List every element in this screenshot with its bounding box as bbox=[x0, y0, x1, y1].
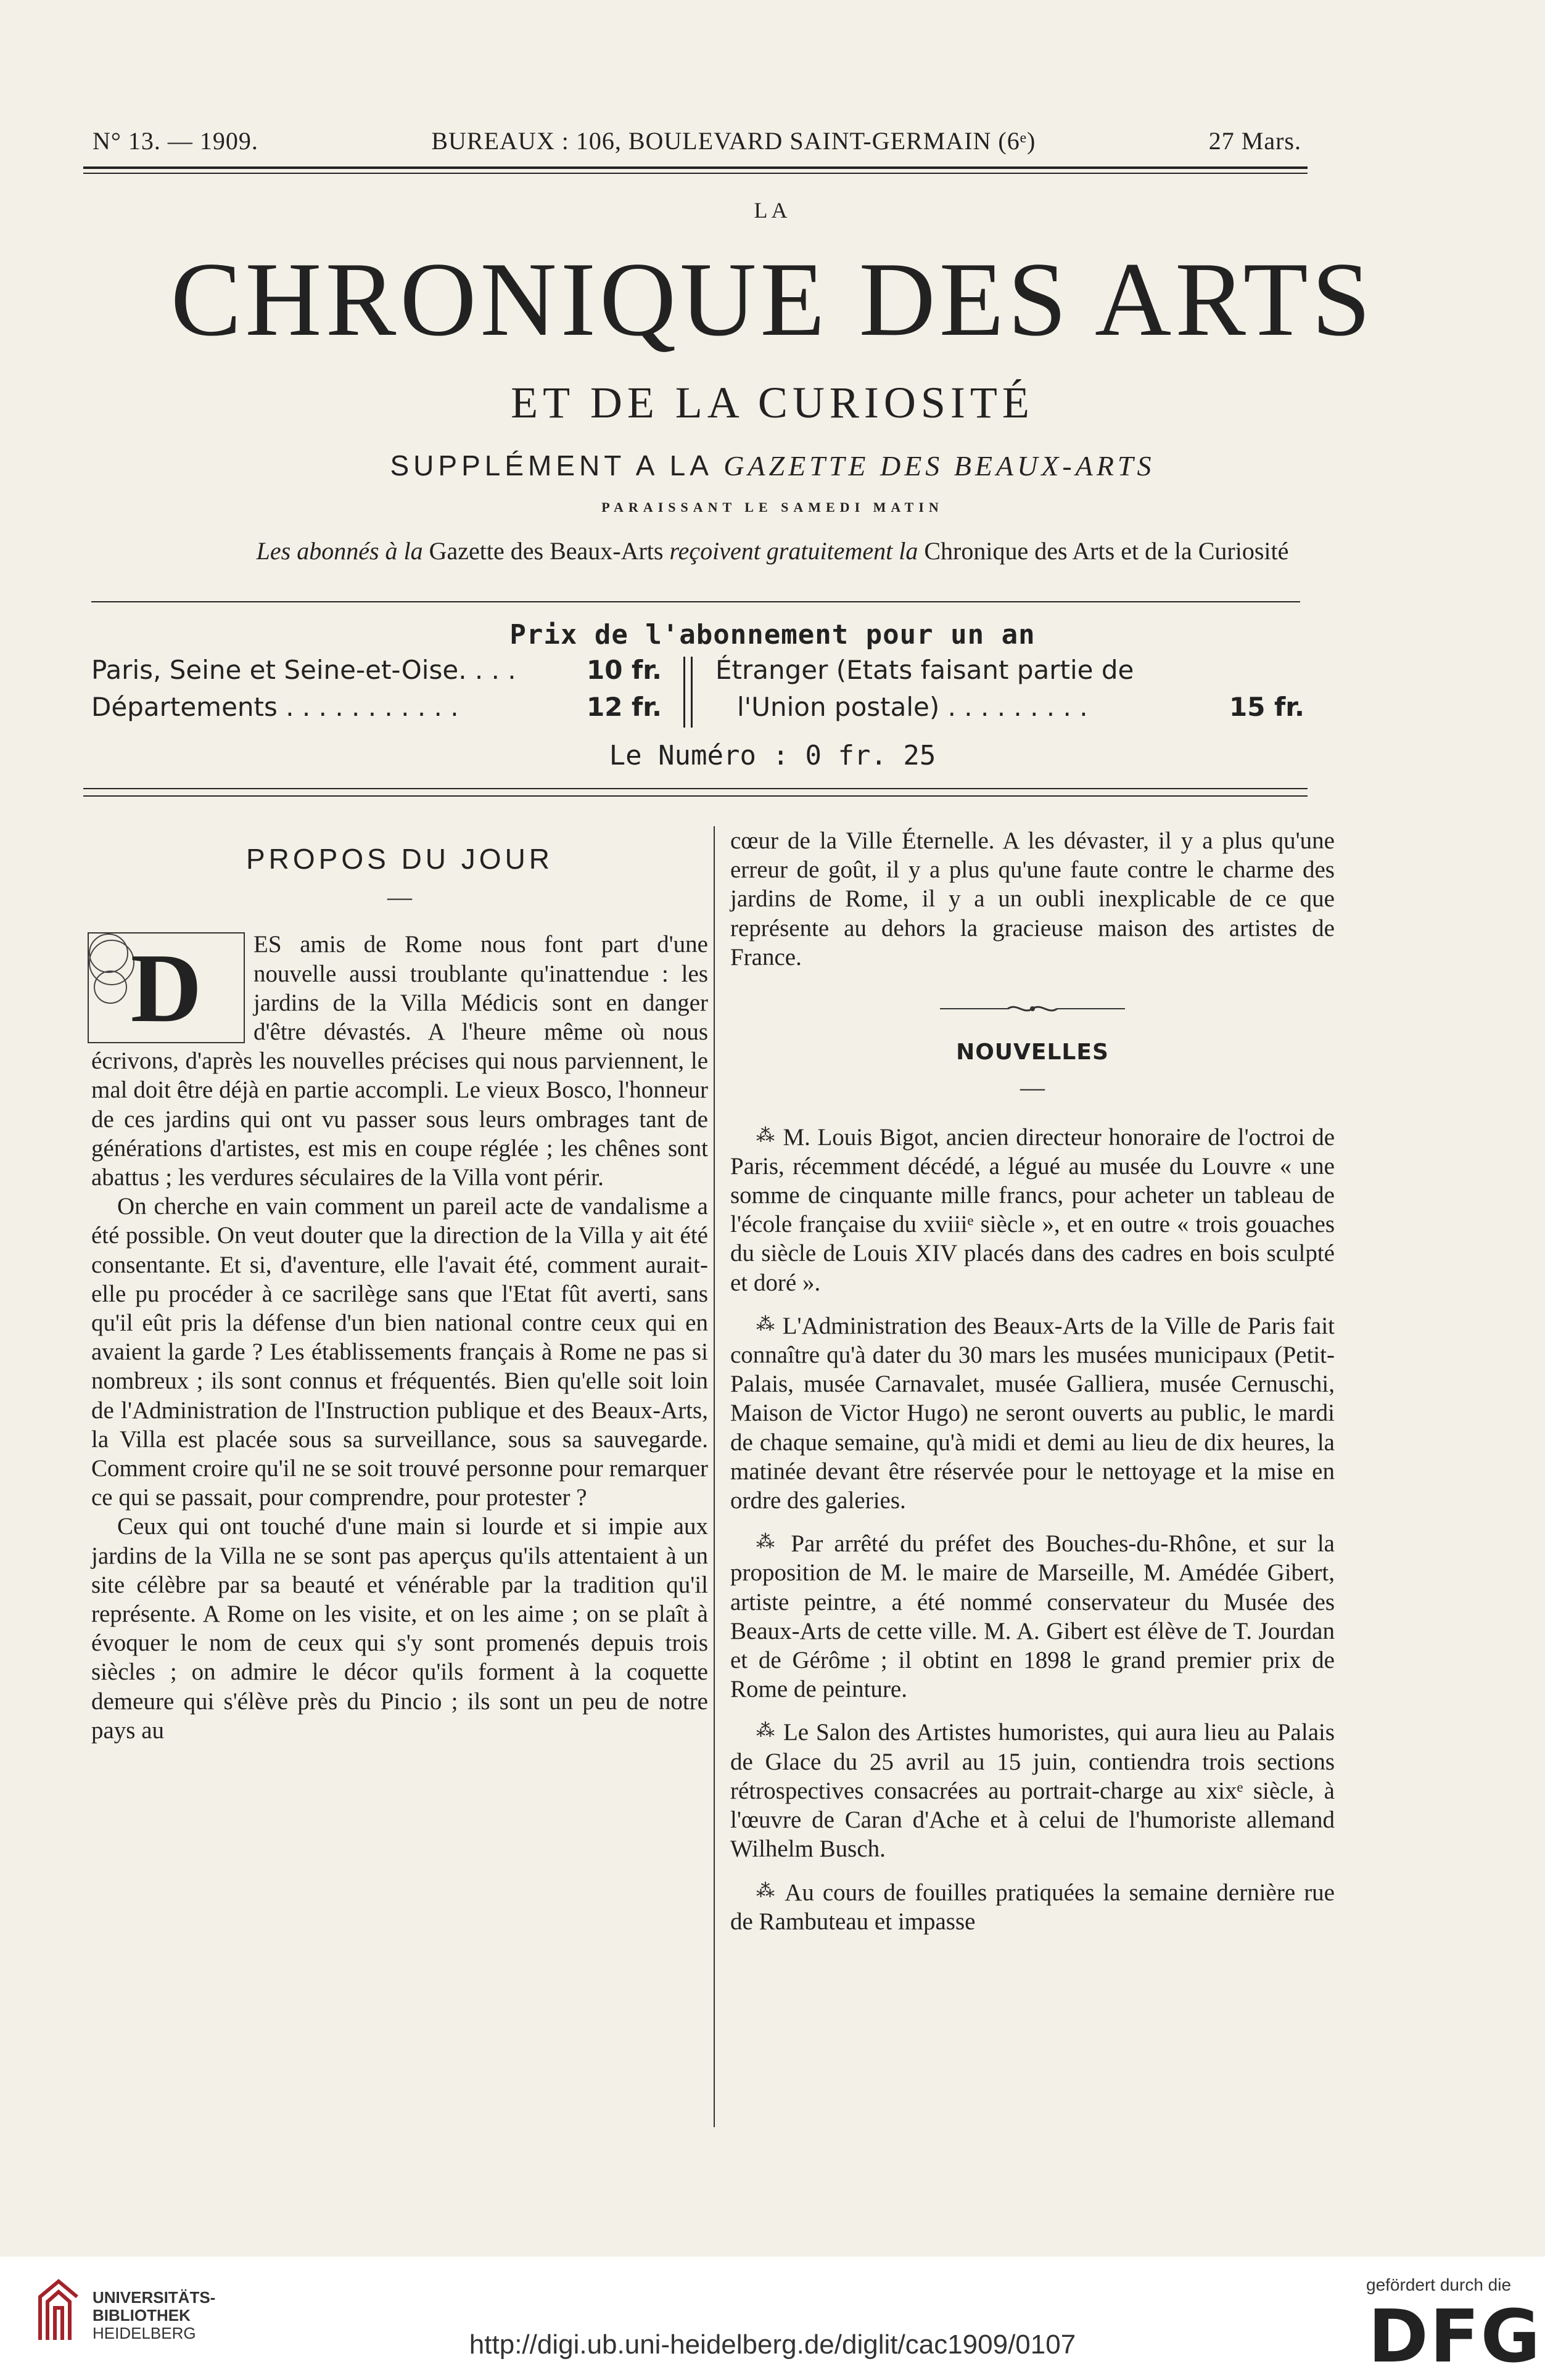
subscriber-note-2: Gazette des Beaux-Arts bbox=[429, 537, 664, 565]
news-item bbox=[730, 1876, 1335, 1936]
etranger-row-2 bbox=[737, 692, 1304, 722]
propos-paragraph-4: cœur de la Ville Éternelle. A les dévaster, il y a plus qu'une erreur de goût, il y a plus qu'une faute contre le charme des jardins de Rome, il y a un oubli inexplicable de ce que représente au dehors la gracieuse maison des artistes de France. bbox=[730, 827, 1335, 970]
supplement-gazette: GAZETTE DES BEAUX-ARTS bbox=[723, 450, 1155, 482]
masthead-title: CHRONIQUE DES ARTS bbox=[170, 241, 1375, 358]
subscriber-note-1: Les abonnés à la bbox=[256, 537, 423, 565]
right-column bbox=[730, 826, 1335, 1936]
asterism-icon: ⁂ bbox=[756, 1125, 776, 1146]
library-name-line: UNIVERSITÄTS- bbox=[93, 2288, 216, 2307]
paragraph-lead: ES bbox=[253, 931, 282, 958]
departements-price: 12 fr. bbox=[586, 692, 662, 722]
dropcap-letter: D bbox=[130, 933, 202, 1043]
issue-header bbox=[93, 126, 1301, 155]
news-text: M. Louis Bigot, ancien directeur honoraire de l'octroi de Paris, récemment décédé, a légué au musée du Louvre « une somme de cinquante mille francs, pour acheter un tableau de l'école française du xviiiᵉ siècle », et en outre « trois gouaches du siècle de Louis XIV placés dans des cadres en bois sculpté et doré ». bbox=[730, 1123, 1335, 1296]
supplement-prefix: SUPPLÉMENT A LA bbox=[390, 449, 712, 482]
propos-heading: PROPOS DU JOUR bbox=[245, 843, 554, 875]
departements-row bbox=[91, 692, 662, 722]
body-rule-2 bbox=[83, 795, 1308, 797]
masthead-subtitle: ET DE LA CURIOSITÉ bbox=[511, 378, 1034, 427]
news-item bbox=[730, 1527, 1335, 1704]
library-name-line: BIBLIOTHEK bbox=[93, 2306, 191, 2325]
nouvelles-heading: NOUVELLES bbox=[956, 1040, 1109, 1065]
paris-label: Paris, Seine et Seine-et-Oise. . . . bbox=[91, 655, 516, 685]
news-item bbox=[730, 1310, 1335, 1515]
library-name-line: HEIDELBERG bbox=[93, 2324, 196, 2342]
bureaux-address: BUREAUX : 106, BOULEVARD SAINT-GERMAIN (6ᵉ) bbox=[431, 127, 1036, 155]
nouvelles-dash: — bbox=[1020, 1073, 1045, 1102]
paragraph-text: amis de Rome nous font part d'une nouvelle aussi troublante qu'inattendue : les jardins de la Villa Médicis sont en danger d'être dévastés. A l'heure même où nous écrivons, d'après les nouvelles précises qui nous parviennent, le mal doit être déjà en partie accompli. Le vieux Bosco, l'honneur de ces jardins qui ont vu passer sous leurs ombrages tant de générations d'artistes, est mis en coupe réglée ; les chênes sont abattus ; les verdures séculaires de la Villa vont périr. bbox=[91, 931, 708, 1191]
news-item bbox=[730, 1121, 1335, 1297]
subscriber-note bbox=[0, 536, 1545, 565]
paris-row bbox=[91, 655, 662, 685]
header-rule bbox=[83, 166, 1308, 169]
digitization-footer bbox=[0, 2257, 1545, 2380]
paris-price: 10 fr. bbox=[586, 655, 662, 685]
fleuron-icon bbox=[940, 1001, 1125, 1016]
departements-label: Départements . . . . . . . . . . . bbox=[91, 692, 459, 722]
asterism-icon: ⁂ bbox=[756, 1313, 776, 1334]
dropcap-ornament bbox=[88, 932, 245, 1043]
news-text: Par arrêté du préfet des Bouches-du-Rhône, et sur la proposition de M. le maire de Marseille, M. Amédée Gibert, artiste peintre, a été nommé conservateur du Musée des Beaux-Arts de cette ville. M. A. Gibert est élève de T. Jourdan et de Gérôme ; il obtint en 1898 le grand premier prix de Rome de peinture. bbox=[730, 1530, 1335, 1703]
masthead-rule bbox=[91, 601, 1300, 602]
news-text: Au cours de fouilles pratiquées la semaine dernière rue de Rambuteau et impasse bbox=[730, 1879, 1335, 1935]
supplement-line bbox=[0, 449, 1545, 482]
news-item bbox=[730, 1716, 1335, 1863]
funding-label: gefördert durch die bbox=[1366, 2275, 1512, 2294]
price-divider-left bbox=[683, 657, 685, 728]
asterism-icon: ⁂ bbox=[756, 1532, 780, 1553]
propos-paragraph-3: Ceux qui ont touché d'une main si lourde et si impie aux jardins de la Villa ne se sont pas aperçus qu'ils attentaient à un site célèbre par sa beauté et vénérable par la tradition qu'il représente. A Rome on les visite, et on les aime ; on se plaît à évoquer le nom de ceux qui s'y sont promenés depuis trois siècles ; on admire le décor qu'ils forment à la coquette demeure qui s'élève près du Pincio ; ils sont un peu de notre pays au bbox=[91, 1513, 708, 1744]
asterism-icon: ⁂ bbox=[756, 1720, 777, 1741]
body-rule-1 bbox=[83, 788, 1308, 789]
propos-paragraph-2: On cherche en vain comment un pareil acte de vandalisme a été possible. On veut douter que la direction de la Villa y ait été consentante. Et si, d'aventure, elle l'avait été, comment aurait-elle pu procéder à ce sacrilège sans que l'Etat fût averti, sans qu'il eût pris la défense d'un bien national contre ceux qui en avaient la garde ? Les établissements français à Rome ne pas si nombreux ; ils sont connus et fréquentés. Bien qu'elle soit loin de l'Administration de l'Instruction publique et des Beaux-Arts, la Villa est placée sous sa surveillance, sous sa sauvegarde. Comment croire qu'il ne se soit trouvé personne pour remarquer ce qui se passait, pour comprendre, pour protester ? bbox=[91, 1193, 708, 1511]
news-text: Le Salon des Artistes humoristes, qui aura lieu au Palais de Glace du 25 avril au 15 juin, contiendra trois sections rétrospectives consacrées au portrait-charge au xixᵉ siècle, à l'œuvre de Caran d'Ache et à celui de l'humoriste allemand Wilhelm Busch. bbox=[730, 1719, 1335, 1863]
section-ornament bbox=[730, 994, 1335, 1023]
propos-dash: — bbox=[387, 883, 412, 911]
left-column bbox=[91, 826, 708, 1745]
issue-number: N° 13. — 1909. bbox=[93, 127, 258, 155]
publication-schedule: PARAISSANT LE SAMEDI MATIN bbox=[601, 499, 944, 515]
dfg-logo: DFG bbox=[1368, 2294, 1542, 2379]
etranger-row-1: Étranger (Etats faisant partie de bbox=[715, 655, 1134, 685]
masthead-la: LA bbox=[754, 198, 791, 223]
column-separator bbox=[714, 826, 715, 2127]
subscriber-note-3: reçoivent gratuitement la bbox=[669, 537, 918, 565]
news-text: L'Administration des Beaux-Arts de la Ville de Paris fait connaître qu'à dater du 30 mars les musées municipaux (Petit-Palais, musée Carnavalet, musée Galliera, musée Cernuschi, Maison de Victor Hugo) ne seront ouverts au public, le mardi de chaque semaine, qu'à midi et demi au lieu de dix heures, la matinée devant être réservée pour le nettoyage et la mise en ordre des galeries. bbox=[730, 1312, 1335, 1514]
propos-paragraph-1 bbox=[91, 930, 708, 1192]
price-divider-right bbox=[691, 657, 693, 728]
subscription-heading: Prix de l'abonnement pour un an bbox=[509, 619, 1036, 650]
header-rule-thin bbox=[83, 173, 1308, 174]
single-issue-price: Le Numéro : 0 fr. 25 bbox=[609, 740, 936, 771]
asterism-icon: ⁂ bbox=[756, 1880, 778, 1901]
etranger-price: 15 fr. bbox=[1229, 692, 1304, 722]
issue-date: 27 Mars. bbox=[1208, 127, 1301, 155]
source-url[interactable]: http://digi.ub.uni-heidelberg.de/diglit/cac1909/0107 bbox=[469, 2329, 1076, 2360]
subscriber-note-4: Chronique des Arts et de la Curiosité bbox=[924, 537, 1289, 565]
etranger-label: l'Union postale) . . . . . . . . . bbox=[737, 692, 1088, 722]
